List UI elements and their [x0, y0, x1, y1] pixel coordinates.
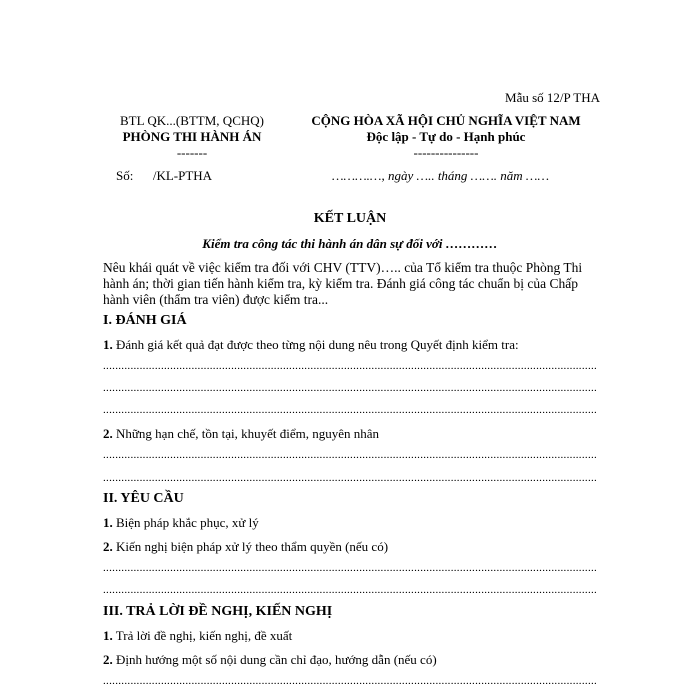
agency-line-2: PHÒNG THI HÀNH ÁN [122, 129, 262, 144]
agency-separator: ------- [176, 145, 208, 160]
item-number: 1. [103, 515, 113, 530]
section-3-heading: III. TRẢ LỜI ĐỀ NGHỊ, KIẾN NGHỊ [103, 604, 333, 619]
item-number: 1. [103, 628, 113, 643]
section-3-item-2 [103, 652, 437, 668]
fill-line [103, 585, 597, 595]
date-line: ……….…, ngày ….. tháng ……. năm …… [332, 168, 550, 183]
motto-separator: --------------- [413, 145, 479, 160]
intro-paragraph: Nêu khái quát về việc kiểm tra đối với CHV (TTV)….. của Tổ kiểm tra thuộc Phòng Thi hành án; thời gian tiến hành kiểm tra, kỳ kiểm tra. Đánh giá công tác chuẩn bị của Chấp hành viên (thẩm tra viên) được kiểm tra... [103, 260, 583, 307]
section-1-item-2 [103, 426, 379, 442]
fill-line [103, 676, 597, 686]
item-text: Trả lời đề nghị, kiến nghị, đề xuất [112, 628, 293, 643]
section-2-item-1 [103, 515, 259, 531]
fill-line [103, 383, 597, 393]
fill-line [103, 405, 597, 415]
item-number: 2. [103, 426, 113, 441]
national-header [300, 113, 592, 161]
section-2-item-2 [103, 539, 388, 555]
item-text: Biện pháp khắc phục, xử lý [112, 515, 259, 530]
fill-line [103, 563, 597, 573]
fill-line [103, 473, 597, 483]
item-text: Đánh giá kết quả đạt được theo từng nội dung nêu trong Quyết định kiểm tra: [112, 337, 519, 352]
fill-line [103, 361, 597, 371]
item-number: 2. [103, 652, 113, 667]
item-text: Những hạn chế, tồn tại, khuyết điểm, nguyên nhân [112, 426, 380, 441]
section-3-item-1 [103, 628, 292, 644]
document-subtitle: Kiểm tra công tác thi hành án dân sự đối với ………… [202, 236, 498, 251]
item-number: 1. [103, 337, 113, 352]
section-1-item-1 [103, 337, 519, 353]
agency-line-1: BTL QK...(BTTM, QCHQ) [120, 113, 264, 128]
country-name: CỘNG HÒA XÃ HỘI CHỦ NGHĨA VIỆT NAM [311, 113, 581, 128]
issuing-agency [104, 113, 280, 161]
section-2-heading: II. YÊU CẦU [103, 491, 184, 506]
form-number: Mẫu số 12/P THA [505, 90, 600, 105]
item-text: Định hướng một số nội dung cần chỉ đạo, hướng dẫn (nếu có) [112, 652, 437, 667]
item-text: Kiến nghị biện pháp xử lý theo thẩm quyền (nếu có) [112, 539, 389, 554]
motto: Độc lập - Tự do - Hạnh phúc [366, 129, 526, 144]
section-1-heading: I. ĐÁNH GIÁ [103, 313, 187, 328]
document-number: Số: /KL-PTHA [116, 168, 213, 183]
document-title: KẾT LUẬN [313, 211, 387, 226]
fill-line [103, 450, 597, 460]
item-number: 2. [103, 539, 113, 554]
